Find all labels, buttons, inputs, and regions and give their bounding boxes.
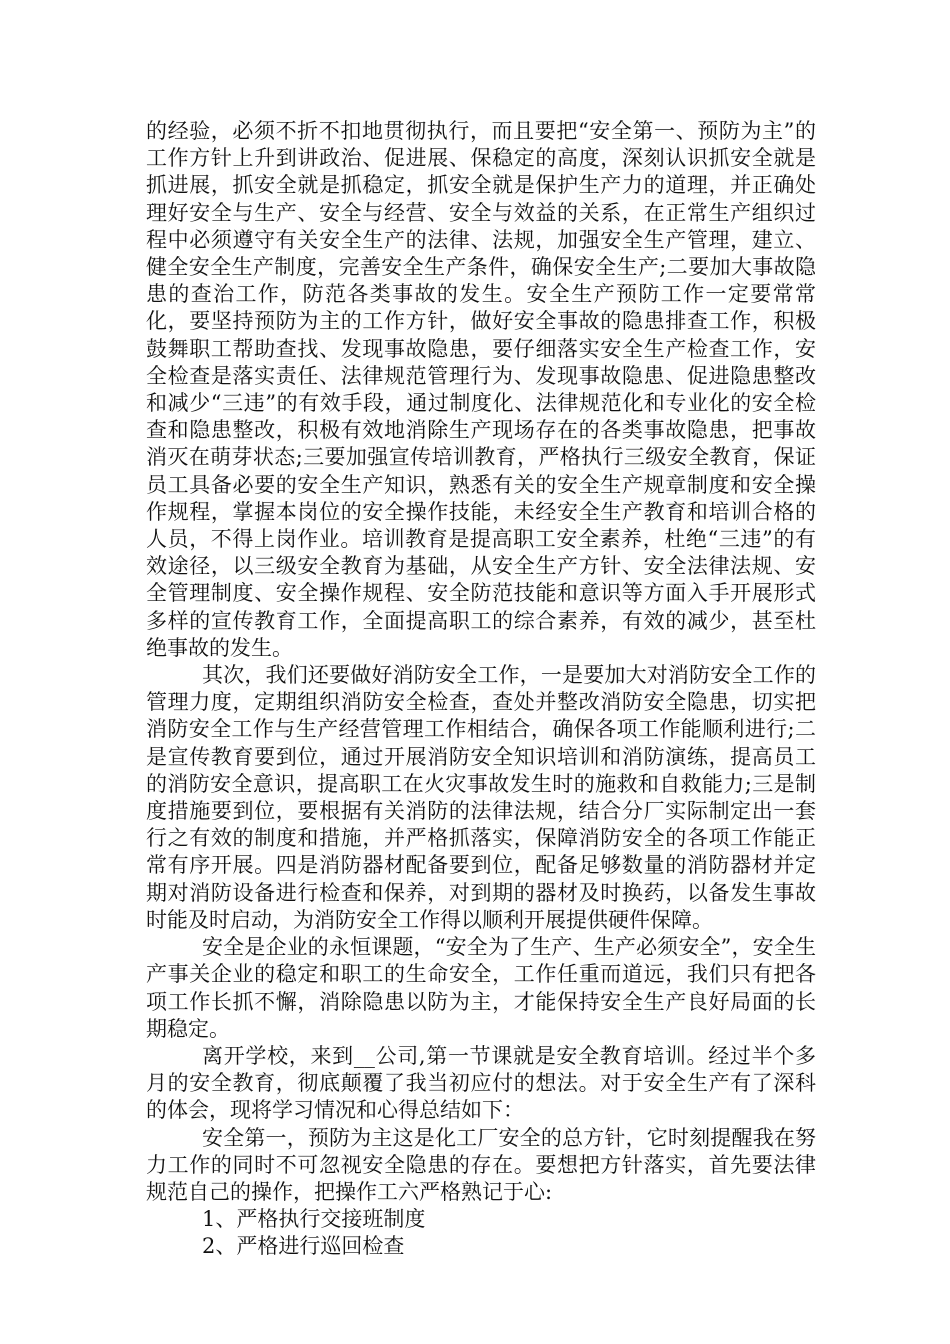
paragraph-safety-eternal-topic: 安全是企业的永恒课题，“安全为了生产、生产必须安全”，安全生产事关企业的稳定和职工的生命安全，工作任重而道远，我们只有把各项工作长抓不懈，消除隐患以防为主，才能保持安全生产良好局面的长期稳定。 <box>146 935 816 1041</box>
paragraph-safety-first: 安全第一，预防为主这是化工厂安全的总方针，它时刻提醒我在努力工作的同时不可忽视安全隐患的存在。要想把方针落实，首先要法律规范自己的操作，把操作工六严格熟记于心: <box>146 1125 816 1204</box>
paragraph-training-intro: 离开学校，来到__公司,第一节课就是安全教育培训。经过半个多月的安全教育，彻底颠覆了我当初应付的想法。对于安全生产有了深科的体会，现将学习情况和心得总结如下： <box>146 1043 816 1123</box>
document-page <box>146 118 816 1261</box>
list-item-patrol: 2、严格进行巡回检查 <box>202 1234 405 1259</box>
paragraph-safety-policy: 的经验，必须不折不扣地贯彻执行，而且要把“安全第一、预防为主”的工作方针上升到讲政治、促进展、保稳定的高度，深刻认识抓安全就是抓进展，抓安全就是抓稳定，抓安全就是保护生产力的道理，并正确处理好安全与生产、安全与经营、安全与效益的关系，在正常生产组织过程中必须遵守有关安全生产的法律、法规，加强安全生产管理，建立、健全安全生产制度，完善安全生产条件，确保安全生产;二要加大事故隐患的查治工作，防范各类事故的发生。安全生产预防工作一定要常常化，要坚持预防为主的工作方针，做好安全事故的隐患排查工作，积极鼓舞职工帮助查找、发现事故隐患，要仔细落实安全生产检查工作，安全检查是落实责任、法律规范管理行为、发现事故隐患、促进隐患整改和减少“三违”的有效手段，通过制度化、法律规范化和专业化的安全检查和隐患整改，积极有效地消除生产现场存在的各类事故隐患，把事故消灭在萌芽状态;三要加强宣传培训教育，严格执行三级安全教育，保证员工具备必要的安全生产知识，熟悉有关的安全生产规章制度和安全操作规程，掌握本岗位的安全操作技能，未经安全生产教育和培训合格的人员，不得上岗作业。培训教育是提高职工安全素养，杜绝“三违”的有效途径，以三级安全教育为基础，从安全生产方针、安全法律法规、安全管理制度、安全操作规程、安全防范技能和意识等方面入手开展形式多样的宣传教育工作，全面提高职工的综合素养，有效的减少，甚至杜绝事故的发生。 <box>146 119 816 660</box>
paragraph-fire-safety: 其次，我们还要做好消防安全工作，一是要加大对消防安全工作的管理力度，定期组织消防安全检查，查处并整改消防安全隐患，切实把消防安全工作与生产经营管理工作相结合，确保各项工作能顺利进行;二是宣传教育要到位，通过开展消防安全知识培训和消防演练，提高员工的消防安全意识，提高职工在火灾事故发生时的施救和自救能力;三是制度措施要到位，要根据有关消防的法律法规，结合分厂实际制定出一套行之有效的制度和措施，并严格抓落实，保障消防安全的各项工作能正常有序开展。四是消防器材配备要到位，配备足够数量的消防器材并定期对消防设备进行检查和保养，对到期的器材及时换药，以备发生事故时能及时启动，为消防安全工作得以顺利开展提供硬件保障。 <box>146 663 816 932</box>
list-item-handover: 1、严格执行交接班制度 <box>202 1207 426 1232</box>
